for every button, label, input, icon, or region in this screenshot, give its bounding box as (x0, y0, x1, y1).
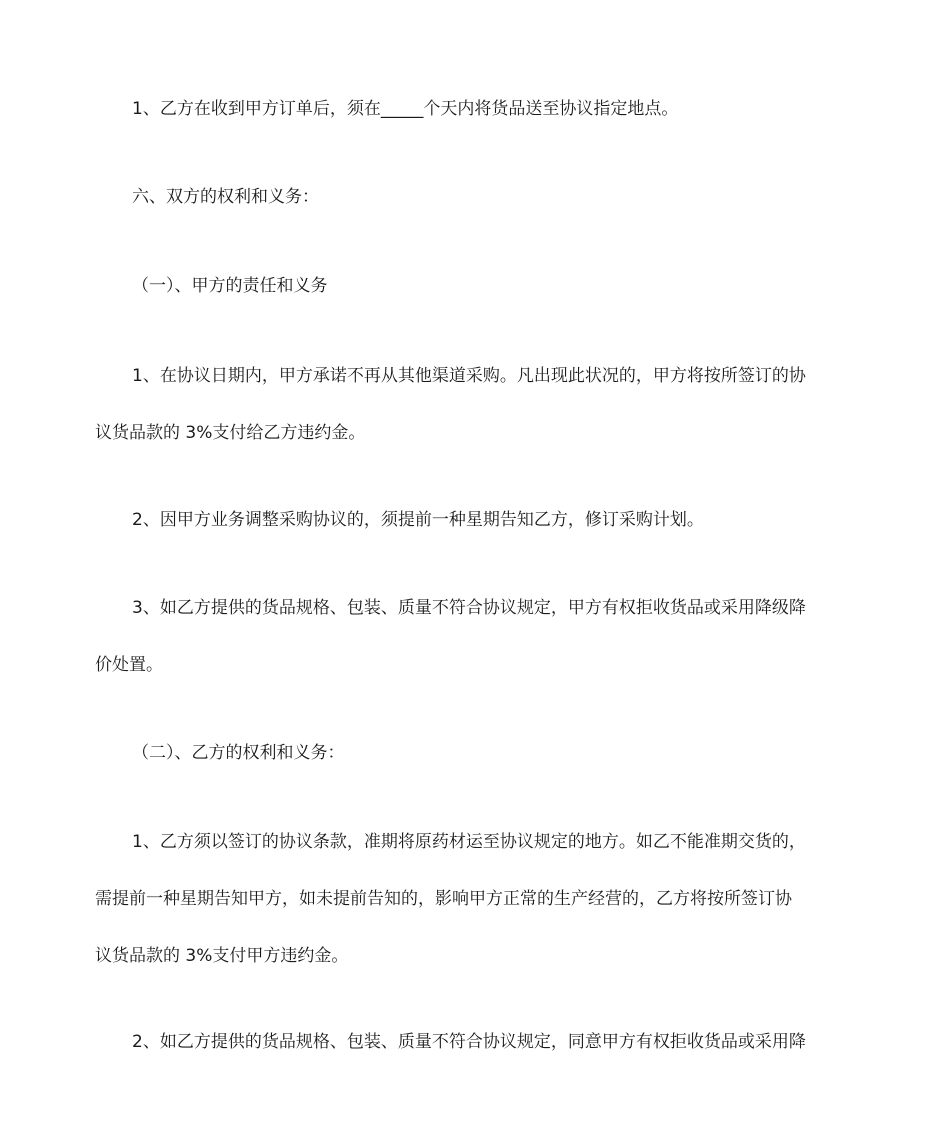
paragraph-line: 价处置。 (95, 655, 163, 675)
clause-delivery-deadline (95, 81, 860, 138)
clause-a-3 (95, 580, 860, 694)
clause-b-2 (95, 1014, 860, 1071)
clause-a-2 (95, 492, 860, 549)
paragraph-line: 3、如乙方提供的货品规格、包装、质量不符合协议规定，甲方有权拒收货品或采用降级降 (132, 598, 806, 618)
paragraph-line: 2、如乙方提供的货品规格、包装、质量不符合协议规定，同意甲方有权拒收货品或采用降 (132, 1032, 806, 1052)
section-heading: 六、双方的权利和义务： (132, 187, 319, 207)
section-heading-rights-obligations (95, 169, 860, 226)
subsection-heading: （二）、乙方的权利和义务： (132, 743, 345, 763)
subsection-heading-party-a (95, 258, 860, 315)
paragraph-line: 1、乙方在收到甲方订单后，须在_____个天内将货品送至协议指定地点。 (132, 99, 679, 119)
paragraph-line: 议货品款的 3%支付甲方违约金。 (95, 946, 349, 966)
paragraph-line: 1、在协议日期内，甲方承诺不再从其他渠道采购。凡出现此状况的，甲方将按所签订的协 (132, 366, 806, 386)
paragraph-line: 1、乙方须以签订的协议条款，准期将原药材运至协议规定的地方。如乙不能准期交货的， (132, 832, 806, 852)
paragraph-line: 需提前一种星期告知甲方，如未提前告知的，影响甲方正常的生产经营的，乙方将按所签订协 (95, 889, 792, 909)
paragraph-line: 2、因甲方业务调整采购协议的，须提前一种星期告知乙方，修订采购计划。 (132, 510, 704, 530)
clause-a-1 (95, 348, 860, 462)
clause-b-1 (95, 814, 860, 985)
subsection-heading-party-b (95, 725, 860, 782)
subsection-heading: （一）、甲方的责任和义务 (132, 276, 328, 296)
paragraph-line: 议货品款的 3%支付给乙方违约金。 (95, 423, 366, 443)
